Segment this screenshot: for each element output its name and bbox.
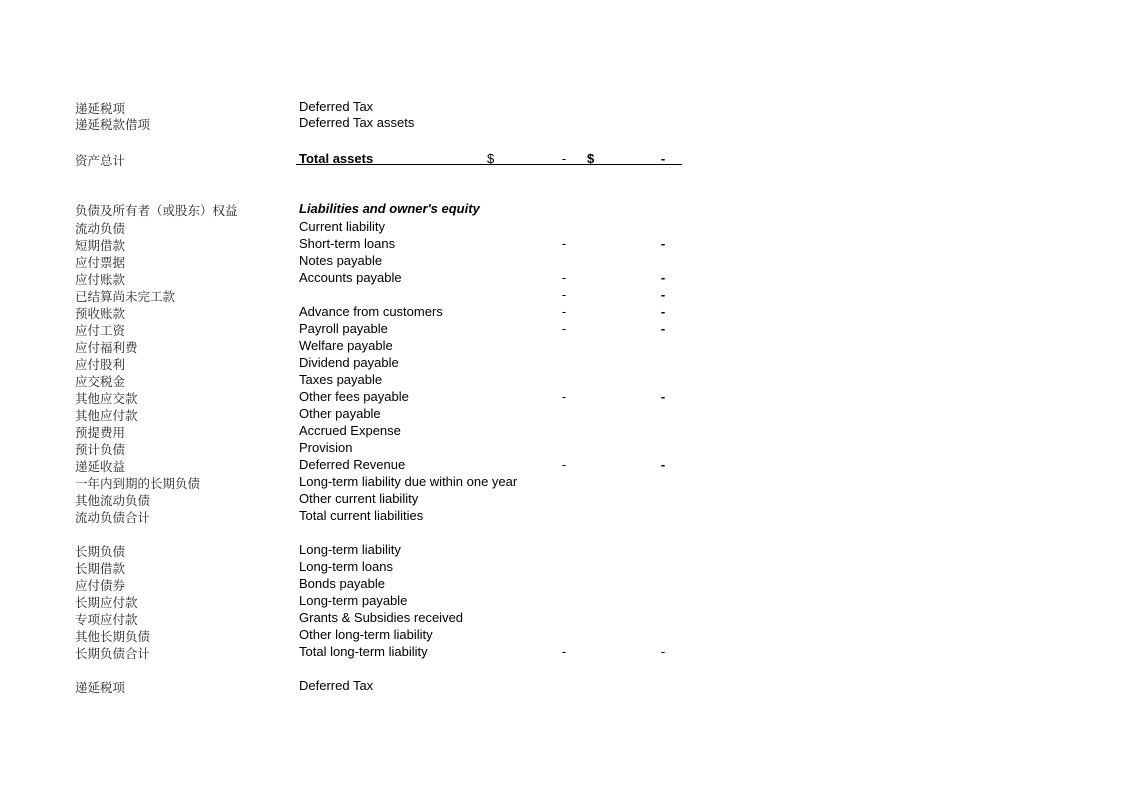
label-en: Current liability: [299, 219, 385, 234]
section-heading: Liabilities and owner's equity: [299, 201, 480, 216]
value-col-2: -: [660, 287, 666, 302]
total-underline: [296, 164, 682, 165]
label-en: Welfare payable: [299, 338, 393, 353]
currency-symbol: $: [587, 151, 595, 166]
value-col-2: -: [660, 321, 666, 336]
value-col-1: -: [561, 644, 567, 659]
label-cn: 专项应付款: [75, 612, 138, 627]
label-cn: 资产总计: [75, 153, 126, 168]
label-en: Notes payable: [299, 253, 383, 268]
label-en: Grants & Subsidies received: [299, 610, 464, 625]
label-en: Dividend payable: [299, 355, 399, 370]
table-row: [0, 593, 1122, 609]
label-en: Bonds payable: [299, 576, 386, 591]
table-row: [0, 627, 1122, 643]
table-row: [0, 457, 1122, 473]
table-row: [0, 236, 1122, 252]
value-col-1: -: [561, 287, 567, 302]
label-cn: 已结算尚未完工款: [75, 289, 176, 304]
table-row: [0, 372, 1122, 388]
value-col-2: -: [660, 457, 666, 472]
label-en: Advance from customers: [299, 304, 443, 319]
label-en: Long-term loans: [299, 559, 393, 574]
table-row: [0, 508, 1122, 524]
table-row: [0, 423, 1122, 439]
label-cn: 其他长期负债: [75, 629, 151, 644]
label-en: Provision: [299, 440, 353, 455]
table-row: [0, 610, 1122, 626]
label-cn: 长期负债: [75, 544, 126, 559]
value-col-1: -: [561, 457, 567, 472]
table-row: [0, 338, 1122, 354]
label-en: Short-term loans: [299, 236, 396, 251]
table-row: [0, 406, 1122, 422]
table-row: [0, 270, 1122, 286]
label-cn: 预计负债: [75, 442, 126, 457]
label-cn: 应交税金: [75, 374, 126, 389]
label-cn: 流动负债合计: [75, 510, 151, 525]
value-col-2: -: [660, 644, 666, 659]
label-en: Payroll payable: [299, 321, 388, 336]
label-cn: 长期借款: [75, 561, 126, 576]
label-cn: 预提费用: [75, 425, 126, 440]
label-en: Long-term payable: [299, 593, 408, 608]
value-col-1: -: [561, 151, 567, 166]
label-en: Taxes payable: [299, 372, 383, 387]
value-col-1: -: [561, 236, 567, 251]
table-row: [0, 304, 1122, 320]
table-row: [0, 389, 1122, 405]
label-cn: 其他流动负债: [75, 493, 151, 508]
table-row: [0, 355, 1122, 371]
row-deferred-tax-assets: [0, 115, 1122, 131]
table-row: [0, 542, 1122, 558]
value-col-2: -: [660, 270, 666, 285]
table-row: [0, 440, 1122, 456]
value-col-1: -: [561, 270, 567, 285]
label-en: Deferred Tax assets: [299, 115, 415, 130]
value-col-2: -: [660, 151, 666, 166]
table-row: [0, 287, 1122, 303]
label-cn: 流动负债: [75, 221, 126, 236]
row-deferred-tax: [0, 99, 1122, 115]
label-cn: 应付债券: [75, 578, 126, 593]
value-col-1: -: [561, 389, 567, 404]
table-row: [0, 559, 1122, 575]
label-cn: 递延税项: [75, 680, 126, 695]
label-cn: 预收账款: [75, 306, 126, 321]
label-cn: 负债及所有者（或股东）权益: [75, 203, 238, 218]
row-liabilities-header: [0, 201, 1122, 217]
label-cn: 短期借款: [75, 238, 126, 253]
table-row: [0, 219, 1122, 235]
table-row: [0, 644, 1122, 660]
label-cn: 应付票据: [75, 255, 126, 270]
table-row: [0, 321, 1122, 337]
value-col-2: -: [660, 389, 666, 404]
label-en: Total current liabilities: [299, 508, 424, 523]
table-row: [0, 474, 1122, 490]
label-cn: 长期负债合计: [75, 646, 151, 661]
table-row: [0, 576, 1122, 592]
label-cn: 应付账款: [75, 272, 126, 287]
label-en: Total long-term liability: [299, 644, 428, 659]
label-en: Other fees payable: [299, 389, 409, 404]
label-cn: 应付福利费: [75, 340, 138, 355]
label-en: Long-term liability due within one year: [299, 474, 518, 489]
currency-symbol: $: [487, 151, 495, 166]
label-cn: 长期应付款: [75, 595, 138, 610]
label-cn: 应付股利: [75, 357, 126, 372]
label-en: Long-term liability: [299, 542, 401, 557]
value-col-2: -: [660, 236, 666, 251]
label-en: Deferred Tax: [299, 678, 374, 693]
label-cn: 其他应交款: [75, 391, 138, 406]
label-en: Other long-term liability: [299, 627, 433, 642]
table-row: [0, 253, 1122, 269]
label-en: Total assets: [299, 151, 374, 166]
value-col-1: -: [561, 321, 567, 336]
label-en: Other payable: [299, 406, 381, 421]
row-deferred-tax-bottom: [0, 678, 1122, 694]
value-col-1: -: [561, 304, 567, 319]
table-row: [0, 491, 1122, 507]
label-en: Deferred Tax: [299, 99, 374, 114]
label-en: Deferred Revenue: [299, 457, 406, 472]
label-cn: 递延税款借项: [75, 117, 151, 132]
label-en: Accrued Expense: [299, 423, 401, 438]
label-cn: 递延税项: [75, 101, 126, 116]
label-cn: 应付工资: [75, 323, 126, 338]
value-col-2: -: [660, 304, 666, 319]
label-cn: 其他应付款: [75, 408, 138, 423]
label-en: Accounts payable: [299, 270, 402, 285]
label-en: Other current liability: [299, 491, 419, 506]
label-cn: 递延收益: [75, 459, 126, 474]
label-cn: 一年内到期的长期负债: [75, 476, 201, 491]
